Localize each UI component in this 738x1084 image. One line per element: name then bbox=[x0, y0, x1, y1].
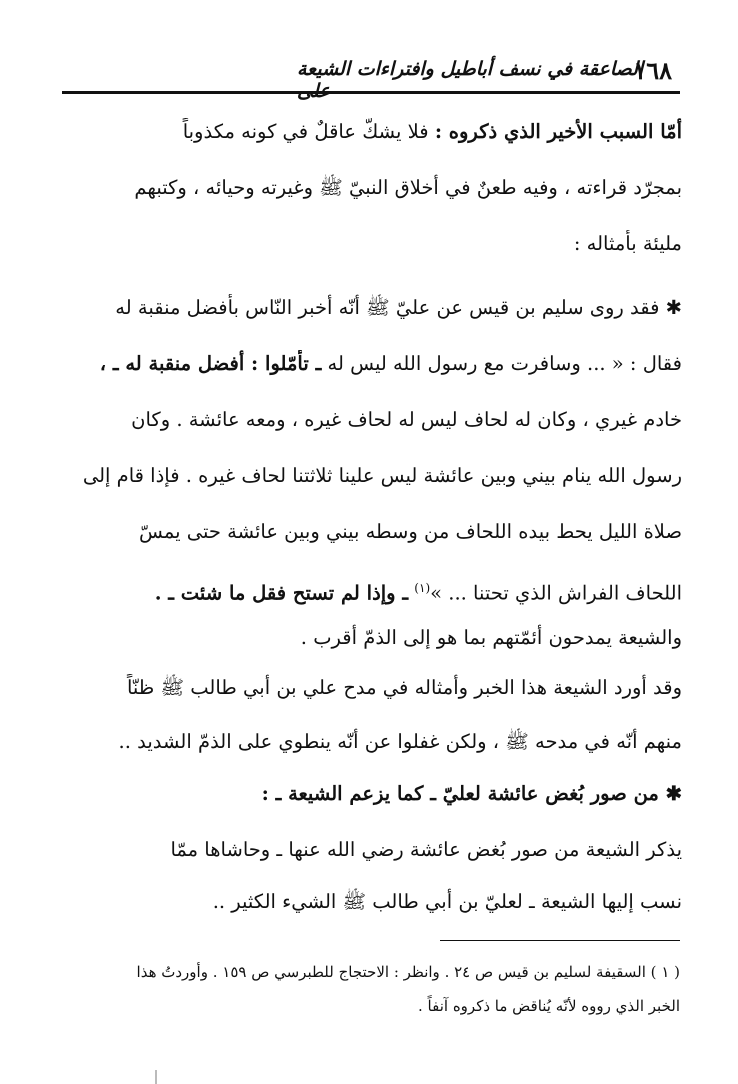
text-span: فقال : « ... وسافرت مع رسول الله ليس له bbox=[327, 352, 682, 375]
text-line: مليئة بأمثاله : bbox=[573, 232, 682, 255]
text-line: والشيعة يمدحون أئمّتهم بما هو إلى الذمّ أقرب . bbox=[300, 626, 682, 649]
text-span: اللحاف الفراش الذي تحتنا ... » bbox=[430, 581, 682, 605]
page-header bbox=[62, 52, 680, 102]
footnotes bbox=[70, 955, 680, 1023]
footnote-rule bbox=[440, 940, 680, 941]
section-heading: ✱ من صور بُغض عائشة لعليّ ـ كما يزعم الشيعة ـ : bbox=[261, 782, 682, 805]
text-line: خادم غيري ، وكان له لحاف ليس له لحاف غيره ، ومعه عائشة . وكان bbox=[131, 408, 682, 431]
page-number: ١٦٨ bbox=[633, 56, 672, 85]
footnote-ref: (١) bbox=[414, 581, 431, 595]
text-line: وقد أورد الشيعة هذا الخبر وأمثاله في مدح علي بن أبي طالب ﷺ ظنّاً bbox=[126, 676, 682, 699]
bold-phrase: ـ تأمّلوا : أفضل منقبة له ـ ، bbox=[99, 352, 322, 375]
text-span: فلا يشكّ عاقلٌ في كونه مكذوباً bbox=[182, 120, 429, 143]
text-line: بمجرّد قراءته ، وفيه طعنٌ في أخلاق النبيّ ﷺ وغيرته وحيائه ، وكتبهم bbox=[134, 176, 682, 199]
text-line bbox=[82, 118, 682, 146]
bold-phrase: ـ وإذا لم تستح فقل ما شئت ـ . bbox=[154, 581, 409, 605]
bold-phrase: أمّا السبب الأخير الذي ذكروه : bbox=[434, 120, 682, 143]
text-line: صلاة الليل يحط بيده اللحاف من وسطه بيني وبين عائشة حتى يمسّ bbox=[138, 520, 682, 543]
text-line: نسب إليها الشيعة ـ لعليّ بن أبي طالب ﷺ الشيء الكثير .. bbox=[212, 890, 682, 913]
text-line: منهم أنّه في مدحه ﷺ ، ولكن غفلوا عن أنّه ينطوي على الذمّ الشديد .. bbox=[118, 730, 682, 753]
text-line: ✱ فقد روى سليم بن قيس عن عليّ ﷺ أنّه أخبر النّاس بأفضل منقبة له bbox=[115, 296, 682, 319]
text-line: رسول الله ينام بيني وبين عائشة ليس علينا ثلاثتنا لحاف غيره . فإذا قام إلى bbox=[82, 464, 682, 487]
running-title: الصاعقة في نسف أباطيل وافتراءات الشيعة على bbox=[297, 58, 644, 102]
header-rule bbox=[62, 91, 680, 94]
text-line bbox=[82, 574, 682, 608]
text-line bbox=[82, 350, 682, 378]
text-line: يذكر الشيعة من صور بُغض عائشة رضي الله عنها ـ وحاشاها ممّا bbox=[170, 838, 682, 861]
footnote-line: ( ١ ) السقيفة لسليم بن قيس ص ٢٤ . وانظر : الاحتجاج للطبرسي ص ١٥٩ . وأوردتُ هذا bbox=[136, 963, 680, 981]
footnote-line: الخبر الذي رووه لأنّه يُناقض ما ذكروه آنفاً . bbox=[418, 997, 680, 1015]
page-edge-mark bbox=[155, 1070, 157, 1084]
